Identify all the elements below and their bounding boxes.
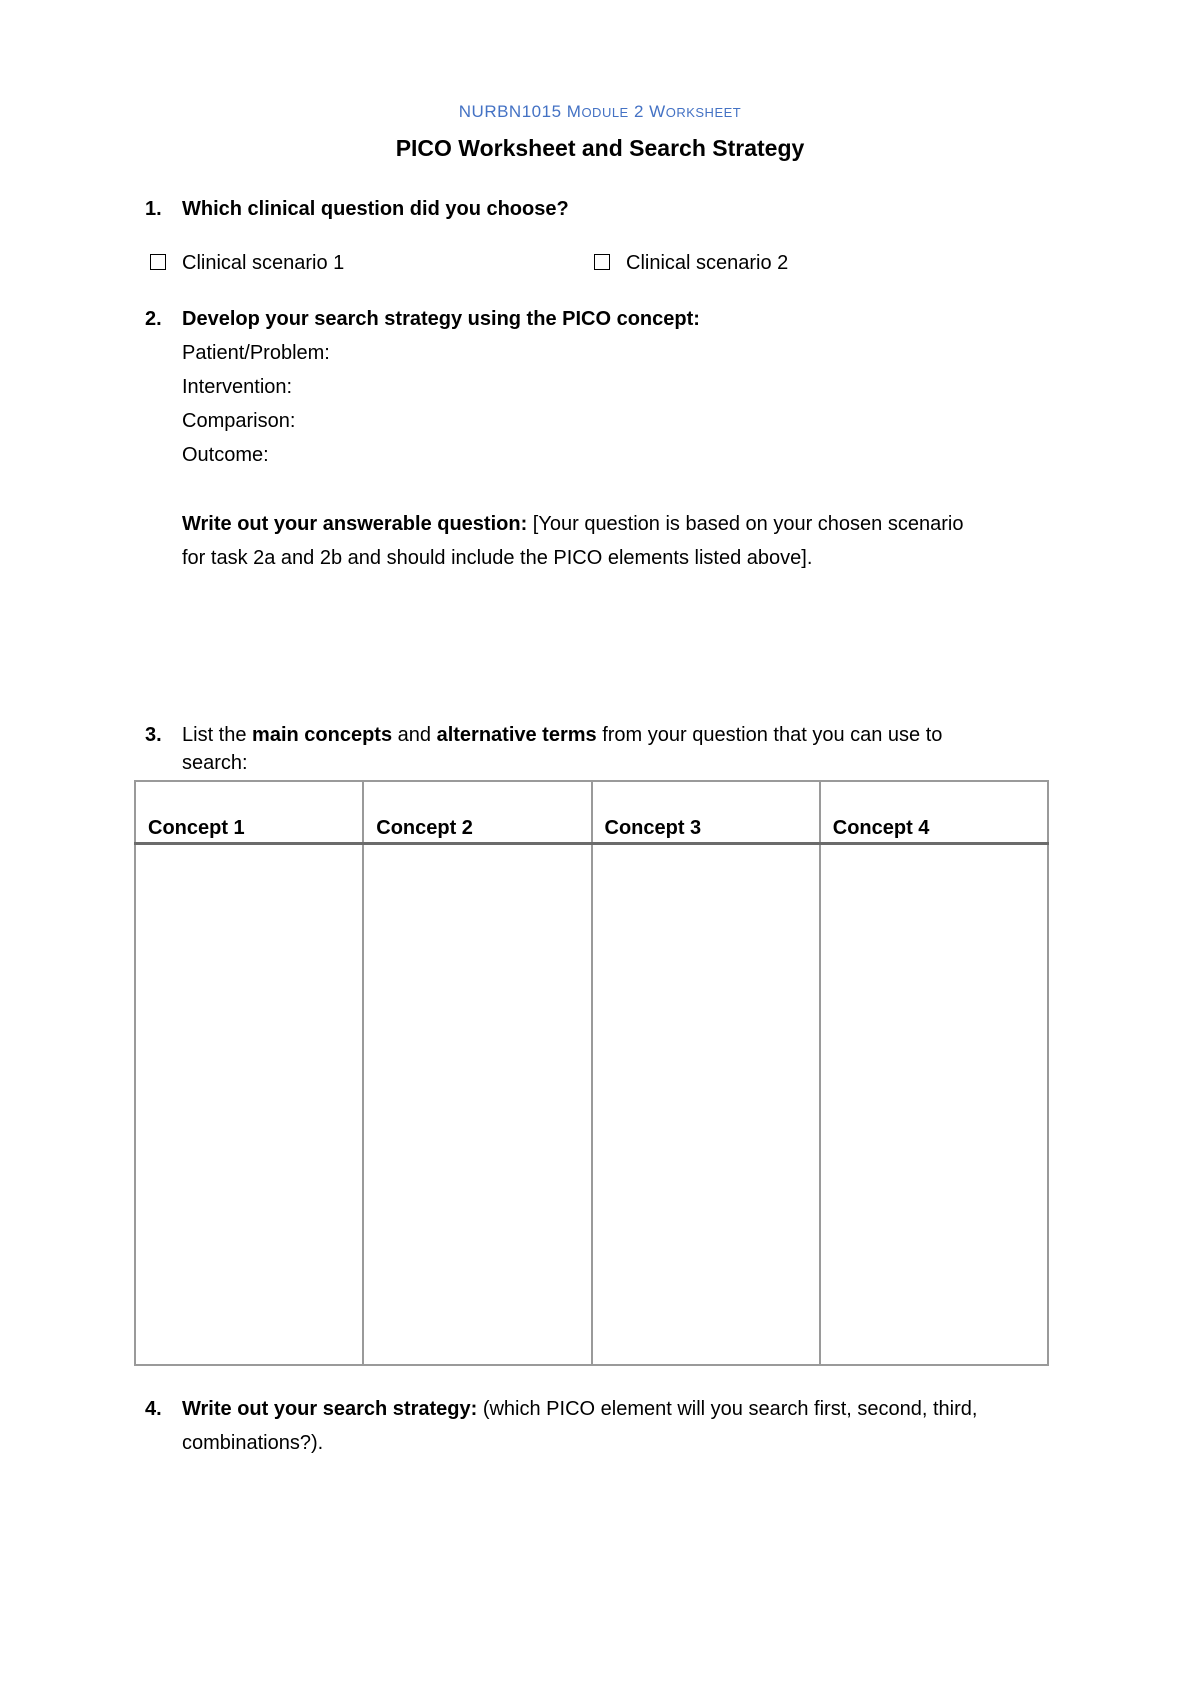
- concept-2-header: Concept 2: [363, 781, 591, 844]
- header-module-initial: M: [566, 102, 582, 121]
- pico-intervention-field: Intervention:: [182, 376, 293, 398]
- concept-2-cell[interactable]: [363, 844, 591, 1366]
- answerable-question-prompt: [182, 513, 963, 536]
- question-2-number: 2.: [145, 308, 162, 330]
- header-worksheet-rest: ORKSHEET: [665, 105, 742, 120]
- header-module-number: 2: [633, 102, 644, 121]
- question-4-number: 4.: [145, 1398, 162, 1420]
- document-header: [0, 102, 1200, 122]
- scenario-2-label: Clinical scenario 2: [626, 252, 789, 274]
- question-3-text: List the main concepts and alternative terms from your question that you can use to: [182, 724, 943, 746]
- concept-4-header: Concept 4: [820, 781, 1048, 844]
- scenario-1-checkbox[interactable]: [150, 254, 166, 270]
- course-code: NURBN1015: [458, 102, 562, 121]
- scenario-1-label: Clinical scenario 1: [182, 252, 345, 274]
- question-3-number: 3.: [145, 724, 162, 746]
- concepts-body-row: [135, 844, 1048, 1366]
- header-module-rest: ODULE: [581, 105, 629, 120]
- question-4-text-line2: combinations?).: [182, 1432, 324, 1454]
- concept-3-header: Concept 3: [592, 781, 820, 844]
- answerable-question-instructions-line1: [Your question is based on your chosen scenario: [527, 513, 964, 535]
- answerable-question-label: Write out your answerable question:: [182, 513, 528, 535]
- scenario-1-option[interactable]: [150, 252, 344, 275]
- concepts-header-row: [135, 781, 1048, 844]
- question-3-text-line2: search:: [182, 752, 248, 774]
- concept-3-cell[interactable]: [592, 844, 820, 1366]
- main-concepts-emphasis: main concepts: [252, 724, 393, 746]
- question-2-text: Develop your search strategy using the PICO concept:: [182, 308, 700, 330]
- scenario-2-option[interactable]: [594, 252, 788, 275]
- pico-patient-field: Patient/Problem:: [182, 342, 330, 364]
- alternative-terms-emphasis: alternative terms: [436, 724, 597, 746]
- concepts-table: [134, 780, 1049, 1366]
- question-1-text: Which clinical question did you choose?: [182, 198, 569, 220]
- concept-4-cell[interactable]: [820, 844, 1048, 1366]
- header-worksheet-initial: W: [649, 102, 666, 121]
- question-1-number: 1.: [145, 198, 162, 220]
- search-strategy-label: Write out your search strategy:: [182, 1398, 478, 1420]
- pico-comparison-field: Comparison:: [182, 410, 296, 432]
- question-4-text: Write out your search strategy: (which PICO element will you search first, second, third,: [182, 1398, 978, 1420]
- concept-1-header: Concept 1: [135, 781, 363, 844]
- concept-1-cell[interactable]: [135, 844, 363, 1366]
- scenario-2-checkbox[interactable]: [594, 254, 610, 270]
- answerable-question-instructions-line2: for task 2a and 2b and should include the PICO elements listed above].: [182, 547, 813, 569]
- pico-outcome-field: Outcome:: [182, 444, 269, 466]
- page-title: PICO Worksheet and Search Strategy: [395, 135, 805, 161]
